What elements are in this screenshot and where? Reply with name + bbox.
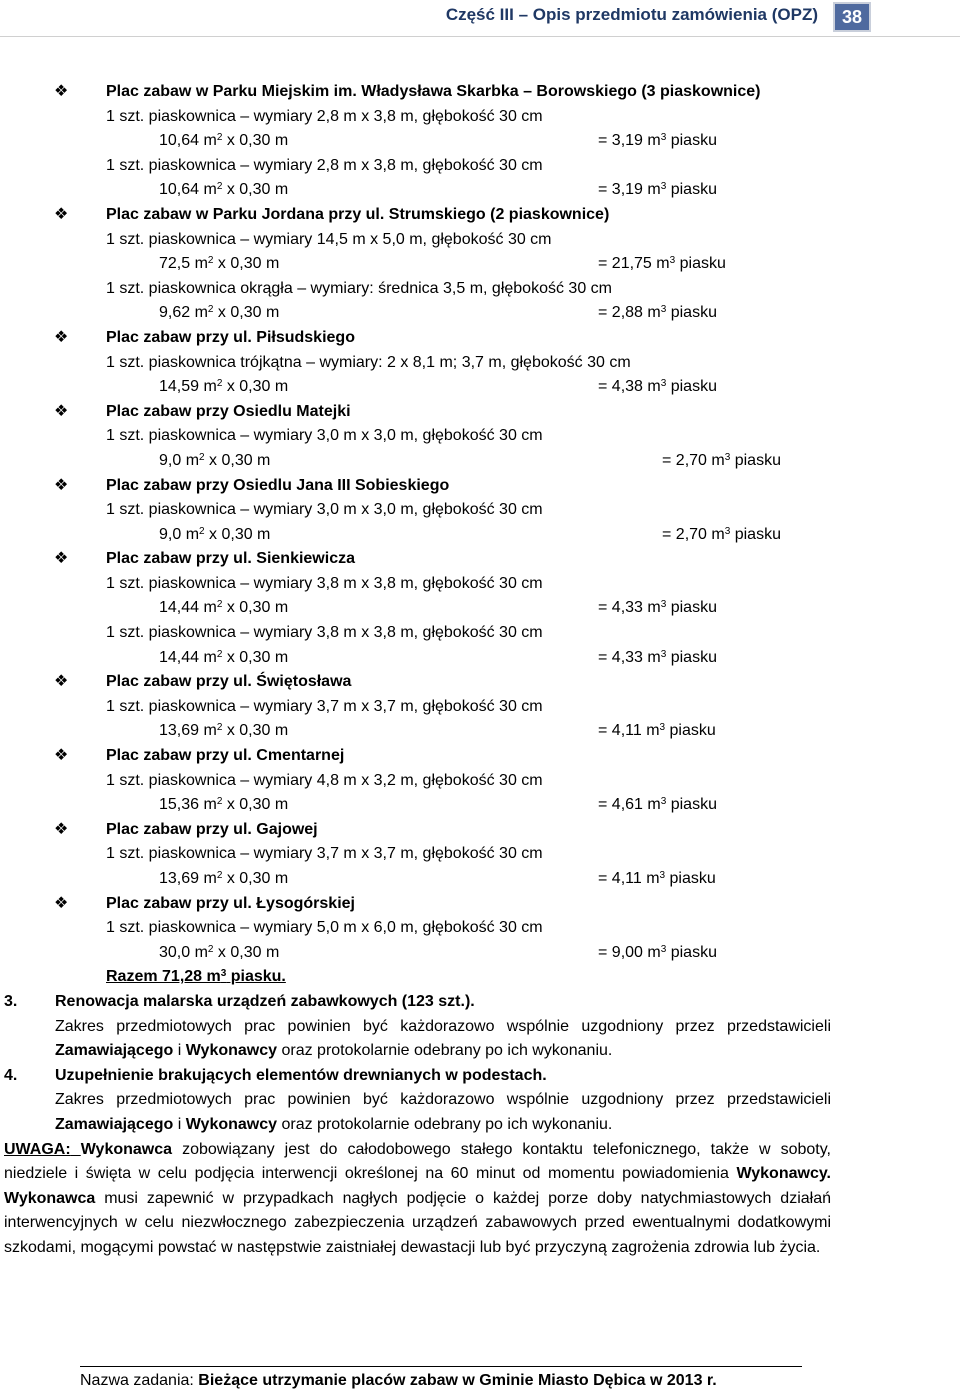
area-exponent: 2	[216, 722, 223, 734]
area-formula	[159, 596, 288, 621]
site-name: Plac zabaw przy Osiedlu Matejki	[106, 402, 351, 420]
site-heading	[0, 474, 960, 499]
section-heading	[0, 1064, 960, 1089]
volume-exponent: 3	[660, 648, 667, 660]
sand-calculation	[0, 719, 960, 744]
volume-exponent: 3	[724, 525, 731, 537]
volume-exponent: 3	[659, 870, 666, 881]
area-value: 72,5 m	[159, 255, 208, 273]
volume-result	[662, 449, 781, 474]
sand-calculation	[0, 375, 960, 400]
sandbox-description	[0, 621, 960, 646]
site-heading	[0, 400, 960, 425]
area-exponent: 2	[216, 599, 223, 611]
sand-calculation	[0, 129, 960, 154]
sand-calculation	[0, 178, 960, 203]
sand-calculation	[0, 449, 960, 474]
area-value: 14,44 m	[159, 599, 217, 617]
area-formula	[159, 178, 288, 203]
area-exponent: 2	[207, 304, 214, 316]
volume-value: = 4,33 m	[598, 648, 661, 666]
section-paragraph: Zakres przedmiotowych prac powinien być każdorazowo wspólnie uzgodniony przez przedstawicieli Zamawiającego i Wykonawcy oraz protokolarnie odebrany po ich wykonaniu.	[55, 1091, 831, 1133]
site-name: Plac zabaw w Parku Miejskim im. Władysława Skarbka – Borowskiego (3 piaskownice)	[106, 83, 761, 100]
area-formula	[159, 941, 279, 966]
volume-exponent: 3	[660, 304, 667, 316]
section-title: Renowacja malarska urządzeń zabawkowych (123 szt.).	[55, 992, 475, 1010]
volume-result	[598, 301, 717, 326]
volume-exponent: 3	[660, 378, 667, 390]
volume-value: = 4,38 m	[598, 378, 661, 396]
sandbox-spec: 1 szt. piaskownica – wymiary 4,8 m x 3,2 m, głębokość 30 cm	[106, 771, 543, 789]
volume-unit: piasku	[666, 132, 717, 150]
sandbox-spec: 1 szt. piaskownica okrągła – wymiary: średnica 3,5 m, głębokość 30 cm	[106, 279, 612, 297]
volume-result	[598, 941, 717, 966]
site-heading	[0, 744, 960, 769]
diamond-bullet-icon: ❖	[54, 747, 69, 765]
sandbox-spec: 1 szt. piaskownica – wymiary 2,8 m x 3,8 m, głębokość 30 cm	[106, 156, 543, 174]
volume-result	[598, 793, 717, 818]
volume-unit: piasku	[665, 722, 716, 740]
site-heading	[0, 326, 960, 351]
volume-exponent: 3	[659, 722, 666, 734]
site-heading	[0, 670, 960, 695]
site-name: Plac zabaw przy ul. Łysogórskiej	[106, 894, 355, 912]
depth-multiplier: x 0,30 m	[204, 451, 271, 469]
sandbox-spec: 1 szt. piaskownica trójkątna – wymiary: 2 x 8,1 m; 3,7 m, głębokość 30 cm	[106, 353, 631, 371]
area-exponent: 2	[216, 181, 223, 193]
area-formula	[159, 719, 288, 744]
area-formula	[159, 523, 270, 548]
sand-calculation	[0, 793, 960, 818]
depth-multiplier: x 0,30 m	[222, 870, 289, 887]
area-exponent: 2	[199, 525, 205, 537]
volume-result	[598, 129, 717, 154]
sandbox-spec: 1 szt. piaskownica – wymiary 2,8 m x 3,8 m, głębokość 30 cm	[106, 107, 543, 125]
header-divider	[0, 36, 960, 37]
area-value: 14,59 m	[159, 378, 217, 396]
numbered-sections	[0, 990, 960, 1138]
volume-value: = 2,70 m	[662, 525, 725, 543]
site-heading	[0, 547, 960, 572]
footer-divider	[80, 1366, 802, 1367]
site-heading	[0, 818, 960, 843]
volume-result	[598, 252, 726, 277]
diamond-bullet-icon: ❖	[54, 402, 69, 420]
depth-multiplier: x 0,30 m	[222, 132, 289, 150]
sandbox-site-list	[0, 80, 960, 965]
area-exponent: 2	[216, 648, 223, 660]
sand-calculation	[0, 523, 960, 548]
area-value: 9,0 m	[159, 451, 200, 469]
area-formula	[159, 449, 270, 474]
volume-unit: piasku	[666, 943, 717, 961]
sandbox-spec: 1 szt. piaskownica – wymiary 3,0 m x 3,0 m, głębokość 30 cm	[106, 427, 543, 445]
sandbox-description	[0, 916, 960, 941]
volume-value: = 2,88 m	[598, 304, 661, 322]
area-value: 30,0 m	[159, 943, 208, 961]
volume-value: = 21,75 m	[598, 255, 670, 273]
header-title: Część III – Opis przedmiotu zamówienia (OPZ)	[445, 5, 818, 24]
section-number: 4.	[4, 1066, 18, 1084]
volume-value: = 9,00 m	[598, 943, 661, 961]
site-name: Plac zabaw przy ul. Świętosława	[106, 673, 352, 691]
site-name: Plac zabaw przy Osiedlu Jana III Sobieskiego	[106, 476, 450, 494]
area-value: 14,44 m	[159, 648, 217, 666]
sandbox-description	[0, 351, 960, 376]
depth-multiplier: x 0,30 m	[222, 722, 289, 740]
sandbox-spec: 1 szt. piaskownica – wymiary 14,5 m x 5,0 m, głębokość 30 cm	[106, 230, 552, 248]
sand-calculation	[0, 941, 960, 966]
area-exponent: 2	[199, 451, 205, 463]
volume-value: = 3,19 m	[598, 132, 661, 150]
section-paragraph: Zakres przedmiotowych prac powinien być każdorazowo wspólnie uzgodniony przez przedstawicieli Zamawiającego i Wykonawcy oraz protokolarnie odebrany po ich wykonaniu.	[55, 1017, 831, 1060]
area-value: 13,69 m	[159, 722, 217, 740]
volume-exponent: 3	[660, 943, 667, 955]
note-paragraph: UWAGA: Wykonawca zobowiązany jest do całodobowego stałego kontaktu telefonicznego, także w soboty, niedziele i święta w celu podjęcia interwencji określonej na 60 minut od momentu powiadomienia Wykonawcy. Wykonawca musi zapewnić w przypadkach nagłych podjęcie o każdej porze doby natychmiastowych działań interwencyjnych w celu niezwłocznego zabezpieczenia urządzeń zabawowych przed ewentualnymi dodatkowymi szkodami, mogącymi powstać w następstwie zaistniałej dewastacji lub być przyczyną zagrożenia zdrowia lub życia.	[4, 1140, 832, 1256]
volume-unit: piasku	[666, 181, 717, 199]
sandbox-spec: 1 szt. piaskownica – wymiary 3,8 m x 3,8 m, głębokość 30 cm	[106, 624, 543, 642]
volume-value: = 4,61 m	[598, 796, 661, 814]
volume-exponent: 3	[660, 132, 667, 144]
depth-multiplier: x 0,30 m	[222, 378, 289, 396]
document-body	[0, 80, 960, 1261]
diamond-bullet-icon: ❖	[54, 476, 69, 494]
volume-unit: piasku	[730, 525, 781, 543]
volume-result	[598, 719, 716, 744]
section-number: 3.	[4, 992, 18, 1010]
footer	[80, 1372, 717, 1390]
site-heading	[0, 80, 960, 105]
sandbox-spec: 1 szt. piaskownica – wymiary 3,7 m x 3,7 m, głębokość 30 cm	[106, 697, 543, 715]
area-value: 10,64 m	[159, 181, 217, 199]
site-name: Plac zabaw przy ul. Piłsudskiego	[106, 328, 355, 346]
volume-exponent: 3	[660, 796, 667, 808]
volume-unit: piasku	[666, 378, 717, 396]
volume-exponent: 3	[660, 599, 667, 611]
volume-value: = 4,11 m	[598, 870, 660, 887]
area-exponent: 2	[216, 378, 223, 390]
volume-exponent: 3	[669, 255, 676, 267]
depth-multiplier: x 0,30 m	[222, 181, 289, 199]
diamond-bullet-icon: ❖	[54, 550, 69, 568]
volume-unit: piasku	[730, 451, 781, 469]
volume-unit: piasku	[665, 870, 716, 887]
sandbox-description	[0, 498, 960, 523]
sandbox-spec: 1 szt. piaskownica – wymiary 3,0 m x 3,0 m, głębokość 30 cm	[106, 501, 543, 519]
diamond-bullet-icon: ❖	[54, 820, 69, 838]
sandbox-description	[0, 769, 960, 794]
volume-unit: piasku	[666, 796, 717, 814]
depth-multiplier: x 0,30 m	[204, 525, 271, 543]
sandbox-spec: 1 szt. piaskownica – wymiary 3,7 m x 3,7 m, głębokość 30 cm	[106, 845, 543, 863]
area-exponent: 2	[216, 870, 223, 881]
site-name: Plac zabaw przy ul. Sienkiewicza	[106, 550, 355, 568]
depth-multiplier: x 0,30 m	[222, 599, 289, 617]
total-sand: Razem 71,28 $m^3$ piasku.	[106, 968, 286, 986]
area-value: 9,62 m	[159, 304, 208, 322]
sandbox-description	[0, 572, 960, 597]
sandbox-spec: 1 szt. piaskownica – wymiary 3,8 m x 3,8 m, głębokość 30 cm	[106, 574, 543, 592]
volume-value: = 4,11 m	[598, 722, 660, 740]
sand-calculation	[0, 867, 960, 892]
site-name: Plac zabaw przy ul. Cmentarnej	[106, 747, 345, 765]
sand-calculation	[0, 646, 960, 671]
depth-multiplier: x 0,30 m	[222, 648, 289, 666]
section-title: Uzupełnienie brakujących elementów drewnianych w podestach.	[55, 1066, 547, 1084]
site-heading	[0, 203, 960, 228]
sandbox-spec: 1 szt. piaskownica – wymiary 5,0 m x 6,0 m, głębokość 30 cm	[106, 919, 543, 937]
diamond-bullet-icon: ❖	[54, 328, 69, 346]
area-formula	[159, 646, 288, 671]
page-number: 38	[833, 2, 871, 32]
sand-calculation	[0, 301, 960, 326]
volume-unit: piasku	[675, 255, 726, 273]
page-header	[0, 0, 960, 36]
area-formula	[159, 375, 288, 400]
volume-value: = 4,33 m	[598, 599, 661, 617]
area-formula	[159, 301, 279, 326]
sandbox-description	[0, 154, 960, 179]
area-value: 13,69 m	[159, 870, 217, 887]
depth-multiplier: x 0,30 m	[213, 943, 280, 961]
volume-result	[598, 596, 717, 621]
task-name: Bieżące utrzymanie placów zabaw w Gminie Miasto Dębica w 2013 r.	[198, 1372, 717, 1389]
area-formula	[159, 252, 279, 277]
volume-result	[598, 867, 716, 892]
sandbox-description	[0, 842, 960, 867]
volume-result	[598, 646, 717, 671]
area-formula	[159, 129, 288, 154]
area-exponent: 2	[207, 255, 214, 267]
area-formula	[159, 793, 288, 818]
sand-calculation	[0, 596, 960, 621]
depth-multiplier: x 0,30 m	[222, 796, 289, 814]
volume-exponent: 3	[724, 451, 731, 463]
sandbox-description	[0, 105, 960, 130]
sandbox-description	[0, 277, 960, 302]
sandbox-description	[0, 424, 960, 449]
volume-unit: piasku	[666, 304, 717, 322]
diamond-bullet-icon: ❖	[54, 83, 69, 100]
diamond-bullet-icon: ❖	[54, 894, 69, 912]
volume-value: = 2,70 m	[662, 451, 725, 469]
sandbox-description	[0, 695, 960, 720]
volume-value: = 3,19 m	[598, 181, 661, 199]
site-heading	[0, 892, 960, 917]
site-name: Plac zabaw w Parku Jordana przy ul. Strumskiego (2 piaskownice)	[106, 205, 610, 223]
sandbox-description	[0, 228, 960, 253]
volume-unit: piasku	[666, 599, 717, 617]
section-heading	[0, 990, 960, 1015]
depth-multiplier: x 0,30 m	[213, 304, 280, 322]
sand-calculation	[0, 252, 960, 277]
area-exponent: 2	[216, 132, 223, 144]
volume-unit: piasku	[666, 648, 717, 666]
area-value: 10,64 m	[159, 132, 217, 150]
volume-result	[598, 178, 717, 203]
volume-result	[598, 375, 717, 400]
site-name: Plac zabaw przy ul. Gajowej	[106, 820, 318, 838]
volume-result	[662, 523, 781, 548]
total-line	[0, 965, 960, 990]
volume-exponent: 3	[660, 181, 667, 193]
footer-label: Nazwa zadania:	[80, 1372, 199, 1389]
area-value: 15,36 m	[159, 796, 217, 814]
area-exponent: 2	[207, 943, 214, 955]
area-value: 9,0 m	[159, 525, 200, 543]
diamond-bullet-icon: ❖	[54, 673, 69, 691]
area-exponent: 2	[216, 796, 223, 808]
depth-multiplier: x 0,30 m	[213, 255, 280, 273]
area-formula	[159, 867, 288, 892]
diamond-bullet-icon: ❖	[54, 205, 69, 223]
